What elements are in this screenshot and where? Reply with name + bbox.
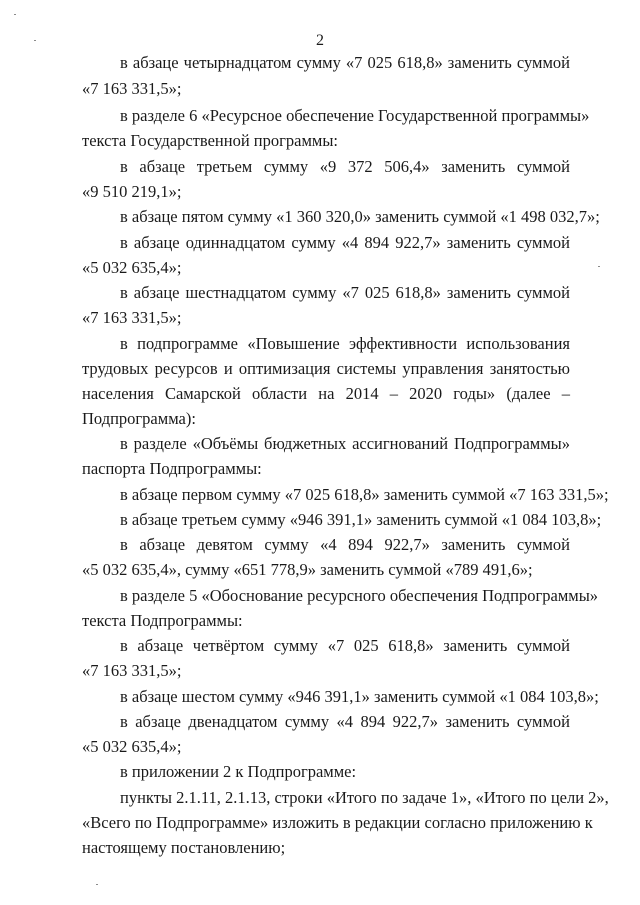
text-line: «5 032 635,4», сумму «651 778,9» заменить суммой «789 491,6»;	[82, 560, 533, 579]
text-line: населения Самарской области на 2014 – 2020 годы» (далее –	[82, 384, 570, 403]
text-line: «Всего по Подпрограмме» изложить в редакции согласно приложению к	[82, 813, 593, 832]
text-line: в абзаце третьем сумму «9 372 506,4» заменить суммой	[120, 157, 570, 176]
text-line: в приложении 2 к Подпрограмме:	[120, 762, 357, 781]
scan-speck	[598, 266, 600, 267]
text-line: в разделе 6 «Ресурсное обеспечение Государственной программы»	[120, 106, 590, 125]
scan-speck	[96, 884, 98, 885]
text-line: в абзаце шестом сумму «946 391,1» заменить суммой «1 084 103,8»;	[120, 687, 599, 706]
text-line: в абзаце одиннадцатом сумму «4 894 922,7» заменить суммой	[120, 233, 570, 252]
text-line: в абзаце пятом сумму «1 360 320,0» заменить суммой «1 498 032,7»;	[120, 207, 600, 226]
text-line: паспорта Подпрограммы:	[82, 459, 262, 478]
text-line: в абзаце девятом сумму «4 894 922,7» заменить суммой	[120, 535, 570, 554]
page-number: 2	[316, 32, 324, 49]
text-line: в разделе «Объёмы бюджетных ассигнований Подпрограммы»	[120, 434, 570, 453]
scan-speck	[14, 14, 16, 15]
text-line: настоящему постановлению;	[82, 838, 286, 857]
text-line: в разделе 5 «Обоснование ресурсного обеспечения Подпрограммы»	[120, 586, 599, 605]
text-line: пункты 2.1.11, 2.1.13, строки «Итого по задаче 1», «Итого по цели 2»,	[120, 788, 609, 807]
scan-speck	[34, 40, 36, 41]
text-line: в подпрограмме «Повышение эффективности использования	[120, 334, 570, 353]
text-line: трудовых ресурсов и оптимизация системы управления занятостью	[82, 359, 570, 378]
text-line: в абзаце четырнадцатом сумму «7 025 618,8» заменить суммой	[120, 53, 570, 72]
text-line: «5 032 635,4»;	[82, 258, 182, 277]
text-line: в абзаце двенадцатом сумму «4 894 922,7» заменить суммой	[120, 712, 570, 731]
text-line: «5 032 635,4»;	[82, 737, 182, 756]
text-line: «7 163 331,5»;	[82, 661, 182, 680]
text-line: «7 163 331,5»;	[82, 308, 182, 327]
text-line: текста Государственной программы:	[82, 131, 338, 150]
text-line: в абзаце шестнадцатом сумму «7 025 618,8» заменить суммой	[120, 283, 570, 302]
text-line: «9 510 219,1»;	[82, 182, 182, 201]
text-line: в абзаце третьем сумму «946 391,1» заменить суммой «1 084 103,8»;	[120, 510, 602, 529]
text-line: в абзаце первом сумму «7 025 618,8» заменить суммой «7 163 331,5»;	[120, 485, 609, 504]
text-line: текста Подпрограммы:	[82, 611, 243, 630]
text-line: Подпрограмма):	[82, 409, 196, 428]
text-line: «7 163 331,5»;	[82, 79, 182, 98]
text-line: в абзаце четвёртом сумму «7 025 618,8» заменить суммой	[120, 636, 570, 655]
